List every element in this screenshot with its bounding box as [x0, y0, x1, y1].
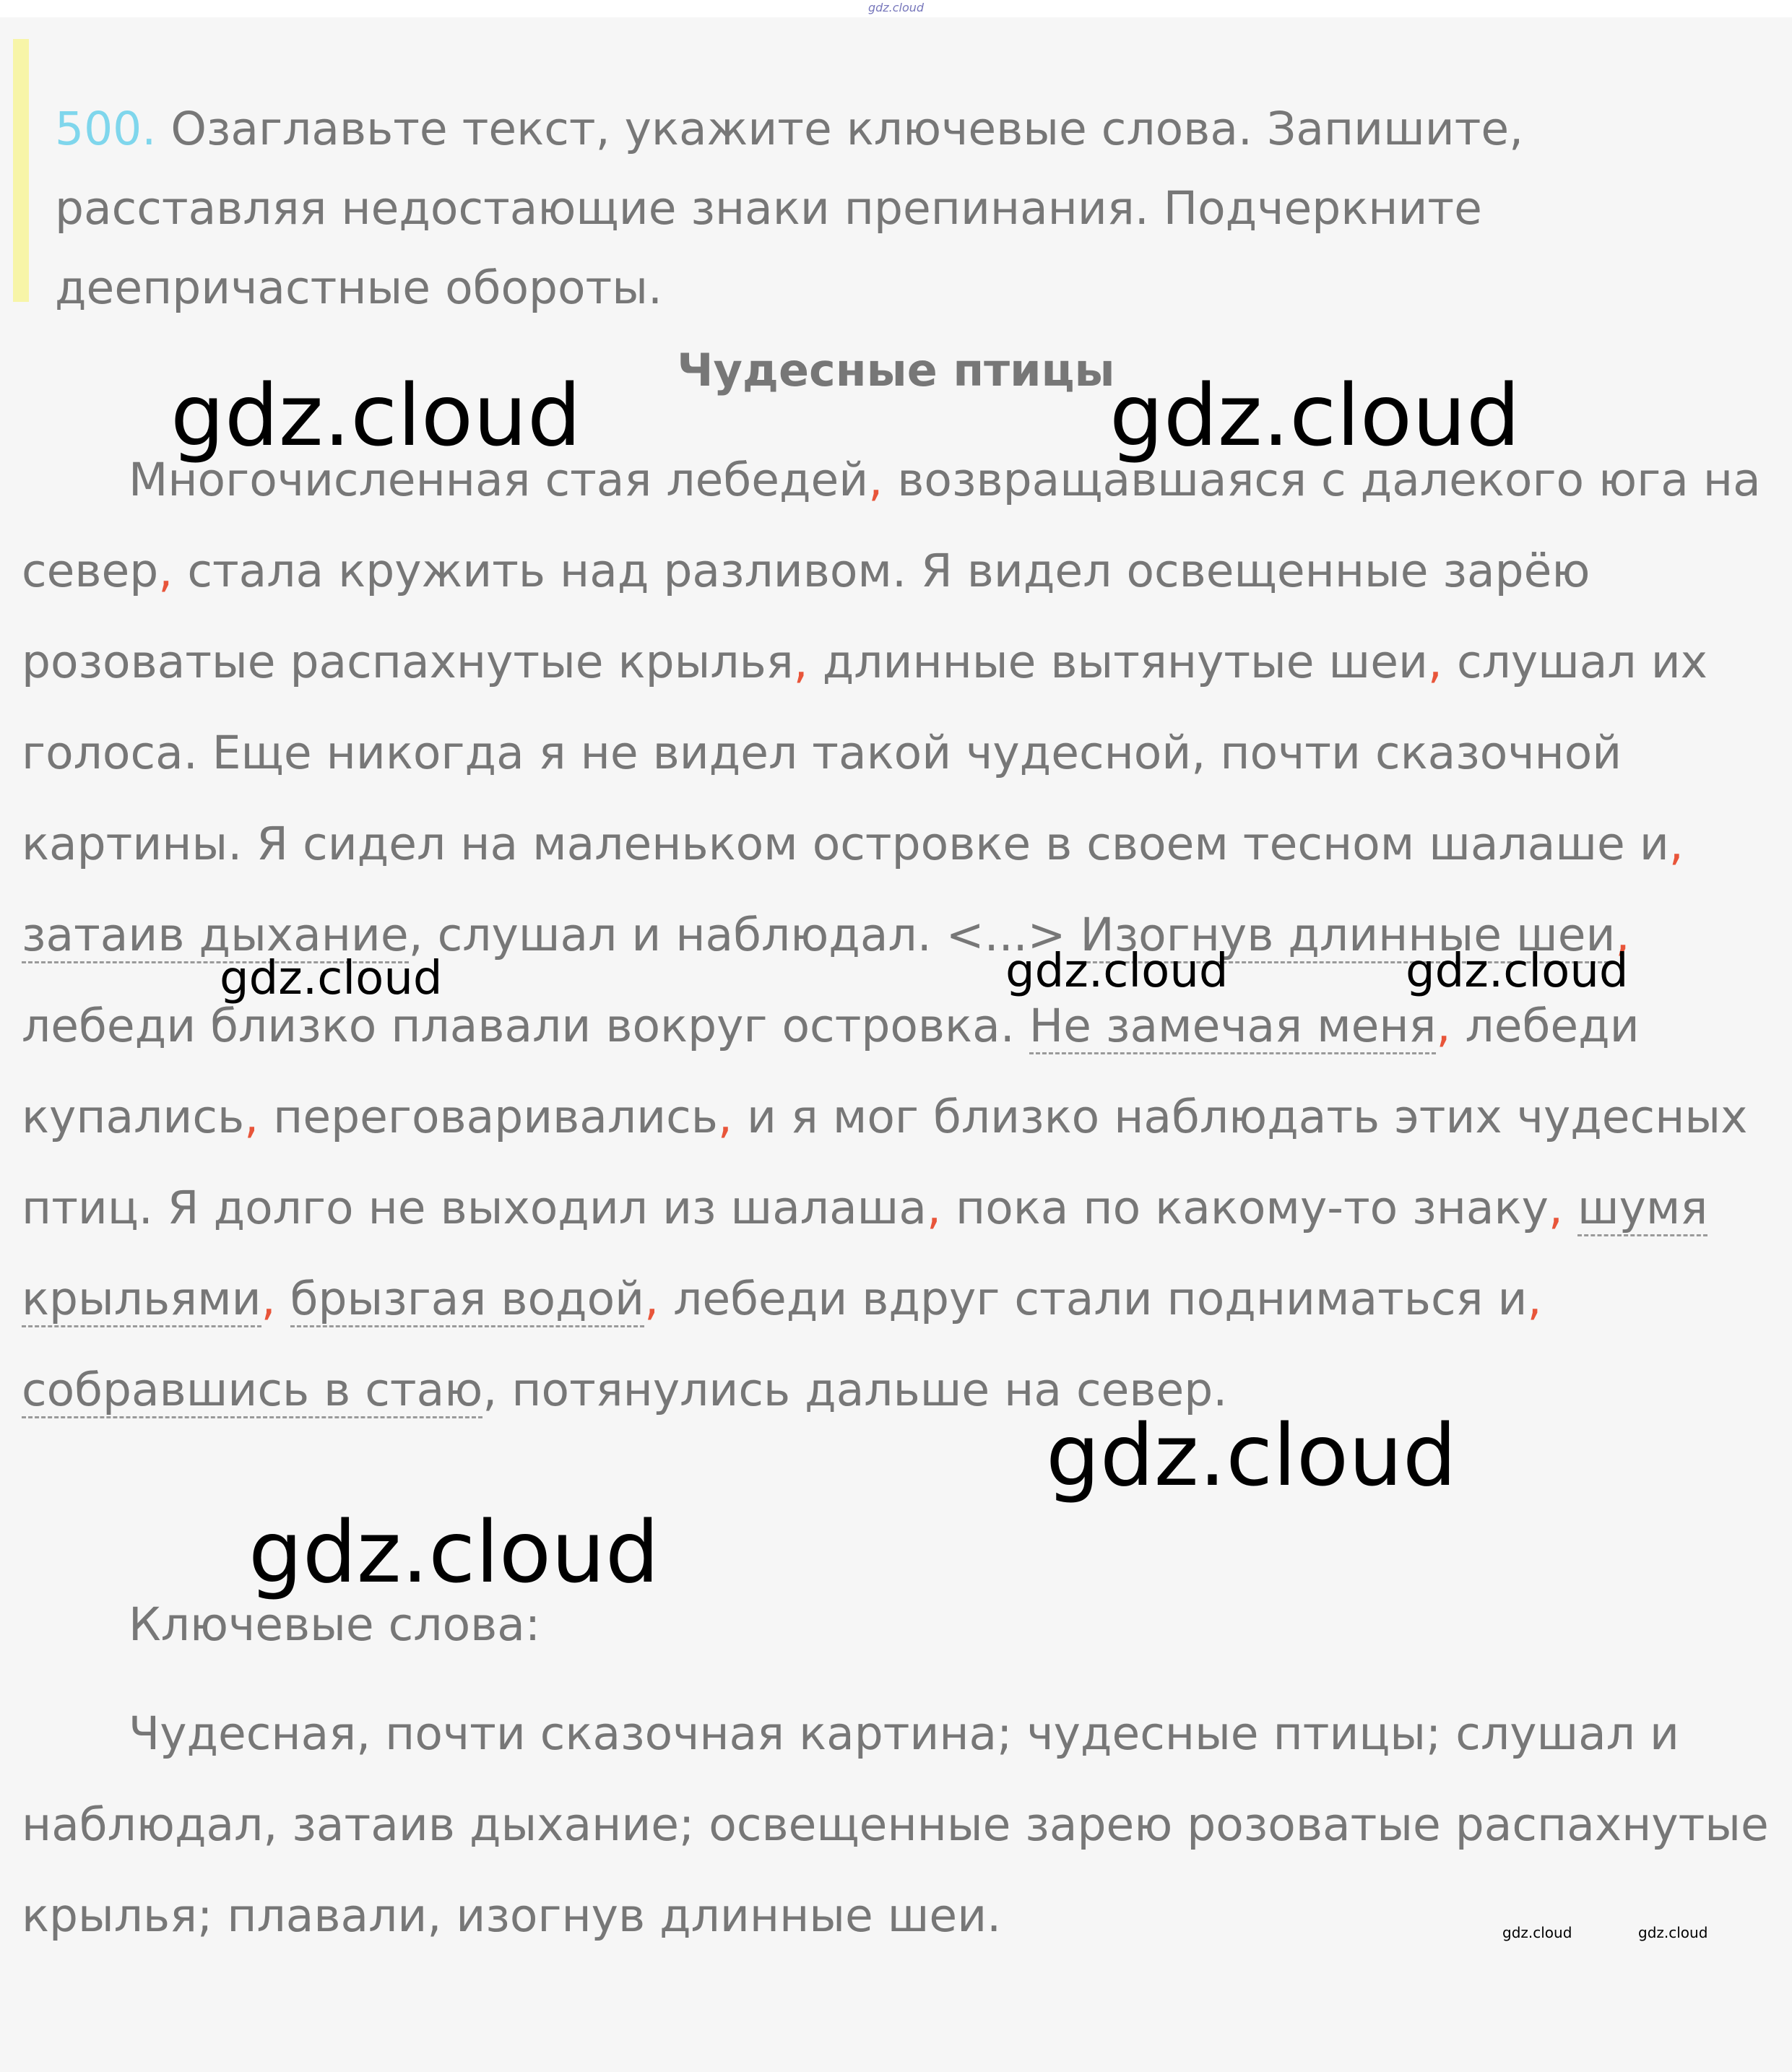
story-text: Многочисленная стая лебедей — [129, 454, 869, 506]
inserted-comma: , — [717, 1091, 732, 1143]
watermark: gdz.cloud — [1109, 365, 1520, 465]
inserted-comma: , — [1436, 1000, 1451, 1052]
inserted-comma: , — [158, 545, 173, 597]
story-text: лебеди вдруг стали подниматься и — [659, 1273, 1528, 1325]
story-paragraph — [22, 435, 1770, 1436]
task-highlight-bar — [13, 39, 29, 302]
watermark: gdz.cloud — [248, 1502, 659, 1602]
inserted-comma: , — [261, 1273, 276, 1325]
watermark: gdz.cloud — [1046, 1405, 1457, 1505]
watermark: gdz.cloud — [170, 365, 581, 465]
story-text: длинные вытянутые шеи — [808, 636, 1428, 688]
participle-phrase: брызгая водой — [290, 1273, 644, 1327]
watermark: gdz.cloud — [1005, 945, 1229, 998]
participle-phrase: Не замечая меня — [1029, 1000, 1437, 1054]
story-text: , слушал и наблюдал. <...> — [408, 909, 1081, 961]
task-instruction: Озаглавьте текст, укажите ключевые слова. Запишите, расставляя недостающие знаки препинания. Подчеркните деепричастные обороты. — [55, 103, 1524, 314]
header-watermark: gdz.cloud — [867, 1, 925, 14]
inserted-comma: , — [1668, 818, 1684, 870]
watermark: gdz.cloud — [220, 952, 443, 1005]
watermark: gdz.cloud — [1638, 1924, 1708, 1941]
task-block — [13, 39, 1761, 314]
participle-phrase: шумя крыльями — [22, 1182, 1707, 1327]
task-text — [55, 90, 1716, 328]
keywords-label: Ключевые слова: — [129, 1598, 541, 1651]
inserted-comma: , — [868, 454, 883, 506]
inserted-comma: , — [244, 1091, 259, 1143]
inserted-comma: , — [793, 636, 808, 688]
watermark: gdz.cloud — [1406, 945, 1629, 998]
participle-phrase: собравшись в стаю — [22, 1364, 482, 1418]
inserted-comma: , — [1427, 636, 1442, 688]
inserted-comma: , — [1548, 1182, 1563, 1234]
story-text: лебеди купались — [22, 1000, 1640, 1143]
watermark: gdz.cloud — [1502, 1924, 1572, 1941]
story-text: слушал их голоса. Еще никогда я не видел такой чудесной, почти сказочной картины. Я сидел на маленьком островке в своем тесном шалаше и — [22, 636, 1707, 870]
story-text: и я мог близко наблюдать этих чудесных птиц. Я долго не выходил из шалаша — [22, 1091, 1748, 1234]
keywords-text: Чудесная, почти сказочная картина; чудесные птицы; слушал и наблюдал, затаив дыхание; освещенные зарею розоватые распахнутые крылья; плавали, изогнув длинные шеи. — [22, 1707, 1769, 1942]
story-text: возвращавшаяся с далекого юга на север — [22, 454, 1761, 597]
participle-phrase: Изогнув длинные шеи — [1080, 909, 1615, 963]
task-number: 500. — [55, 103, 157, 155]
story-text: стала кружить над разливом. Я видел освещенные зарёю розоватые распахнутые крылья — [22, 545, 1590, 688]
text-title: Чудесные птицы — [677, 344, 1115, 396]
inserted-comma: , — [1527, 1273, 1542, 1325]
story-text: лебеди близко плавали вокруг островка. — [22, 1000, 1029, 1052]
inserted-comma: , — [926, 1182, 941, 1234]
story-text: переговаривались — [259, 1091, 718, 1143]
inserted-comma: , — [644, 1273, 659, 1325]
story-text: пока по какому-то знаку — [956, 1182, 1549, 1234]
keywords-paragraph — [22, 1689, 1770, 1962]
story-text: , потянулись дальше на север. — [482, 1364, 1228, 1416]
participle-phrase: затаив дыхание — [22, 909, 409, 963]
inserted-comma: , — [1615, 909, 1630, 961]
